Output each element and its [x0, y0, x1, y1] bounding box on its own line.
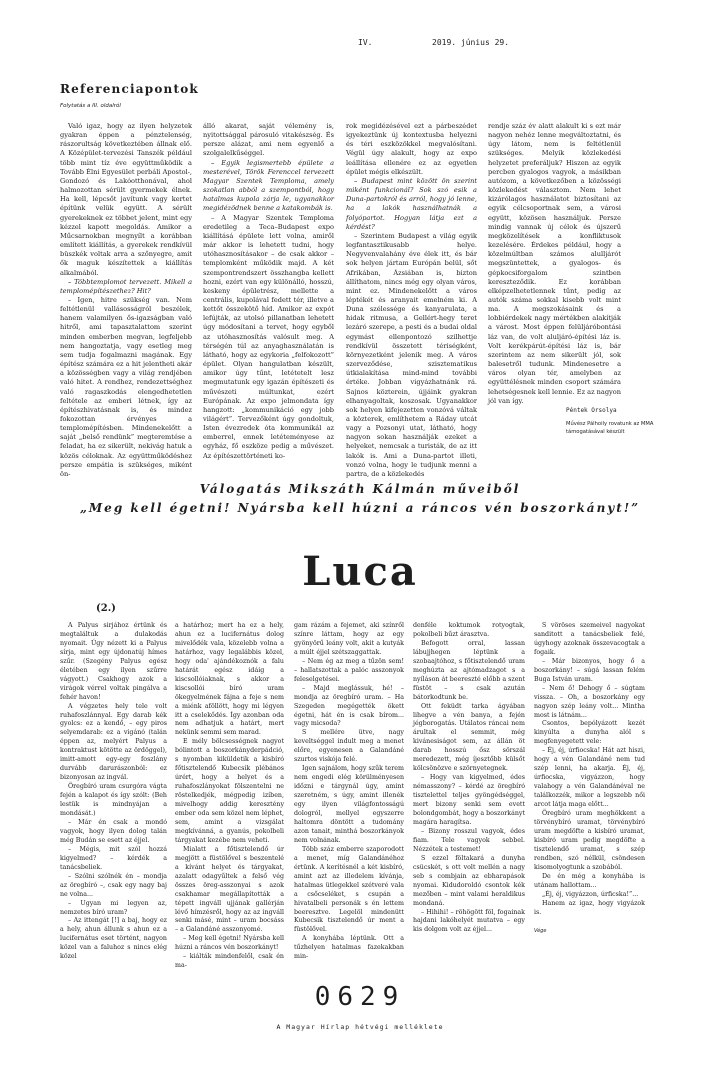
- story-paragraph: A Palyus sirjához értünk és megtaláltuk a dulakodás nyomait. Úgy nézett ki a Palyus sírja, mint egy újdonatúj hímes szűr. (Szegény Palyus egész életében egy ilyen szűrre vágyott.) Csakhogy azok a virágok vérrel voltak pingálva a fehér havon!: [60, 622, 167, 701]
- issue-date: 2019. június 29.: [432, 38, 510, 47]
- story-paragraph: A végzetes hely tele volt ruhafoszlánnyal. Egy darab kék gyolcs: ez a kendő, – egy piros selyemdarab: ez a vigánó (talán éppen az, melyért Palyus a kontraktust kötötte az ördöggel), imitt-amott egy-egy foszlány durvább darurászonból: ez bizonyosan az ingvál.: [60, 702, 167, 782]
- issue-number: 0629: [314, 982, 406, 1012]
- supplement-name: A Magyar Hírlap hétvégi melléklete: [276, 1023, 444, 1031]
- article-paragraph: – A Magyar Szentek Temploma eredetileg a Teca–Budapest expo kiállításá épülete lett volna, amiről már akkor is lehetett tudni, hogy utóhasznosításakor – de csak akkor – templomként működik majd. A két szempontrendszert összhangba kellett hozni, ezért van egy különálló, hosszú, keskeny épületrész, mellette a centrális, kupolával fedett tér, illetve a kettőt összekötő híd. Amikor az expót lefújták, az utolsó pillanatban lehetett úgy módosítani a tervet, hogy egyből az utóhasznosítás valósult meg. A térségén túl az anyaghasználatán is látható, hogy az egykoria „felfokozott” épület. Olyan hangulatban készült, amikor úgy tűnt, letétetelt lesz megmutatunk egy igazán építészeti és művészeti múltunkat, ezért Európának. Az expo jelmondata így hangzott: „kommunikáció egy jobb világért”. Tervezőként úgy gondoltuk, Isten évezredek óta kommunikál az emberrel, ennek letéteményese az egyház, fő eszköze pedig a művészet. Az építészettörténeti ko-: [203, 213, 334, 460]
- story-paragraph: denféle koktumok rotyogtak, pokolbeli bűzt árasztva.: [413, 622, 525, 638]
- story-paragraph: Hanem az igaz, hogy vigyázok is.: [534, 899, 645, 916]
- story-end-mark: Vége: [534, 928, 547, 935]
- story-paragraph: Csontos, bepólyázott kezét kinyúlta a dunyha alól s megfenyegetett vele:: [534, 720, 645, 746]
- article-author: Péntek Orsolya: [566, 407, 617, 414]
- interview-question: – Budapest mint között ön szerint miként funkcionál? Sok szó esik a Duna-partokról és arról, hogy jó lenne, ha a lakók használhatnák a folyópartot. Hogyan látja ezt a kérdést?: [346, 176, 477, 231]
- story-paragraph: – Hogy van kigyelmed, édes némasszony? – kérdé az öregbíró tisztelettel teljes gyöngédséggel, mert bizony senki sem evett bolondgombát, hogy a boszorkányt magára haragítsa.: [413, 774, 525, 826]
- interview-question: – Egyik legismertebb épülete a mesterével, Török Ferenccel tervezett Magyar Szentek Temploma, amely szokatlan abból a szempontból, hogy hatalmas kupola zárja le, ugyanakkor megidézödnek benne a katakombák is.: [203, 158, 334, 213]
- interview-question: – Többtemplomot tervezett. Mikell a templomépítészethez? Hit?: [60, 277, 192, 295]
- article-column-3: [346, 122, 477, 484]
- story-paragraph: Több száz emberre szaporodott a menet, míg Galandánéhoz értünk. A kerítésnél a két kisbíró, amint azt az illedelem kívánja, hatalmas ütlegekkel szétveré vala a csőcseléket, s csupán a hivatalbeli personák s én lettem beeresztve. Legelöl mindenütt Kubecsik tisztelendő úr ment a füstölővel.: [294, 845, 404, 934]
- story-paragraph: a határhoz; mert ha ez a hely, ahun ez a lucifernátus dolog mivelődék vala, közelebb volna a határhoz, vagy legalábbis közel, hogy oda' ajándékoznók a falu határát egész idáig a kiscsollóiaknak, s akkor a kiscsollói bíró uram ökegyelmének fájna a feje s nem a miénk aföllött, hogy mi légyen itt a cselekődés. Így azonban oda nem adhatjuk a határt, mert nekünk semmi sem marad.: [175, 622, 284, 737]
- story-paragraph: – Hihihi! – röhögött föl, fogainak hajdani lakóhelyét mutatva – egy kis dolgom volt az éjjel...: [413, 908, 525, 934]
- story-paragraph: Befogott orral, lassan lábujjhegen léptünk a szobaajtóhoz, s főtisztelendő uram meghúzta az ajtómadzagot s a nyíláson át beereszté előbb a szent füstöt – s csak azután bátorkodtunk be.: [413, 639, 526, 701]
- story-column-1: [60, 622, 167, 961]
- story-paragraph: – Nem ő! Dehogy ő – súgtam vissza. – Oh, a boszorkány egy nagyon szép leány volt... Mintha most is látnám...: [534, 684, 645, 719]
- article-credit: Művész Pálhoily rovatunk az MMA támogatásával készült: [566, 421, 654, 435]
- page-number: IV.: [358, 38, 373, 47]
- story-paragraph: E mély bölcsességnek nagyot bólintott a boszorkányderpádció, s nyomban kiküldetik a kisbíró főtisztelendő Kubecsik plébános úrért, hogy a helyet és a ruhafoszlányokat fölszentelni ne röstelkedjék, mégpedig izíben, mivelhogy addig keresztény ember oda sem közel nem léphet, sem, amint a vizsgálat megkívánná, a gyanús, pokolbeli tárgyakat kezébe nem veheti.: [175, 738, 284, 844]
- article-column-4: [488, 122, 621, 405]
- article-column-1: [60, 122, 192, 484]
- story-paragraph: – Szólni szólnék én – mondja az öregbíró –, csak egy nagy baj ne volna...: [60, 872, 167, 898]
- story-part-number: (2.): [96, 603, 116, 614]
- story-paragraph: – Bizony rosszul vagyok, édes fiam. Tele vagyok sebbel. Nézzétek a testemet!: [413, 827, 525, 853]
- story-paragraph: Igen sajnálom, hogy szűk terem nem engedi elég körülményesen időzni e tárgynál úgy, amint szeretném, s úgy, amint illenék egy ilyen világfontosságú dologról, mellyel egyszerre haltomra döntött a tudomány azon tanait, minthá boszorkányok nem volnának.: [294, 765, 404, 844]
- story-column-4: [413, 622, 526, 934]
- story-paragraph: Öregbíró uram meghökkent a törvénybíró uramat, törvénybíró uram megdöfte a kisbíró uramat, kisbíró uram pedig megdöfte a tisztelendő uramat, s szép rendben, szó nélkül, csöndesen kisomolyogtunk a szobából.: [534, 810, 645, 871]
- story-column-2: [175, 622, 284, 970]
- story-paragraph: – Majd meglássuk, hé! – mondja az öregbíró uram. – Ha Szegeden megégették ökett égetni, hát én is csak bírom... vagy micsoda?: [294, 684, 404, 728]
- story-paragraph: Öregbíró uram csurgóra vágta fején a kalapot és így szólt: (Beh lestük is mindnyájan a mondását.): [60, 783, 167, 818]
- story-paragraph: „Éj, éj, vigyázzon, úrficska!”...: [542, 890, 639, 898]
- story-paragraph: A konyhába léptünk. Ott a tűzhelyen hatalmas fazekakban min-: [294, 935, 404, 961]
- story-paragraph: Mialatt a főtisztelendő úr megjött a füstölővel s beszentelé a kívánt helyet és tárgyakat, azalatt odagyűltek a felső vég összes öreg-asszonyai s azok csakhamar megállapították a tépett ingváll ujjának gallérján lévő hímzésről, hogy az az ingváll senki másé, mint – uram bocsáss – a Galandáné asszonyomé.: [175, 845, 284, 934]
- story-paragraph: Ott feküdt tarka ágyában lihegve a vén banya, a fején jégborogatás. Utálatos ráncai nem árultak el semmit, még kivánesiságot sem, az állán öt darab hosszú ősz sörszál meredezett, még íjesztőbb külsőt kölcsönözve e szörnyetegnek.: [413, 702, 525, 773]
- article-paragraph: – Igen, hitre szükség van. Nem feltétlenül vallásosságról beszélek, hanem valamilyen ős-igazságban való hitről, ami tapasztalattom szerint minden emberben megvan, legfeljebb nem hangoztatja, vagy esetleg meg sem tudja fogalmazni magának. Egy építész számára ez a hit jelentheti akár a közösségben vagy a világ rendjében való hitet. A rendhez, rendezettséghez való ragaszkodás elengedhetetlen feltétele az emberi létnek, így az építészhivatásnak is, és mindez fokozottan érvényes a templomépítésben. Mindenekelőtt a saját „belső rendünk” megteremtése a feladat, ha ez sikerült, nekivág hatuk a közös céloknak. Az együttműködéshez persze empátia is szükséges, miként ön-: [60, 295, 192, 478]
- article-title: Referenciapontok: [60, 82, 199, 96]
- story-paragraph: – Már bizonyos, hogy ő a boszorkány! – súgá lassan felém Buga István uram.: [534, 657, 645, 683]
- article-paragraph: rok megidézésével ezt a párbeszédet igyekeztünk új kontextusba helyezni és téri eszközökkel megvalósítani. Végül úgy alakult, hogy az expo leállítása ellenére ez az egyetlen épület mégis elkészült.: [346, 122, 477, 176]
- series-heading: Válogatás Mikszáth Kálmán műveiből: [199, 482, 521, 496]
- story-title: Luca: [302, 548, 418, 595]
- article-paragraph: álló akarat, saját vélemény is, nyitottsággal párosuló vitakészség. És persze alázat, ami nem egyenlő a szolgalelkűséggel.: [203, 122, 334, 158]
- story-paragraph: S vöröses szemeivel nagyokat sanditott a tanácsbeliek felé, úgyhogy azoknak összevacogtak a fogaik.: [534, 622, 645, 656]
- story-paragraph: – Mégis, mit szól hozzá kigyelmed? – kérdék a tanácsbeliek.: [60, 845, 167, 871]
- story-paragraph: – Ugyan mi legyen az, nemzetes bíró uram?: [60, 899, 167, 916]
- article-paragraph: Való igaz, hogy az ilyen helyzetek gyakran éppen a pénztelenség, rászorultság következtében állnak elő. A Középület-tervezési Tanszék például több mint tíz éve együttműködik a Tovább Élni Egyesület perbáli Apostol-, Gondozó és Lakóotthonával, ahol halmozottan sérült gyermekek élnek. Ha kell, lépcsőt javítunk vagy kertet építünk velük együtt. A sérült gyerekeknek ez többet jelent, mint egy kézzel kapott megoldás. Amikor a Műcsarnokban megnyílt a korábban említett kiállítás, a gyerekek rendkívül büszkék voltak arra a szőnyegre, amit ők maguk készítettek a kiállítás alkalmából.: [60, 122, 192, 277]
- story-column-3: [294, 622, 404, 961]
- story-paragraph: gam rázám a fejemet, aki színről színre láttam, hogy az egy gyönyörű leány volt, akit a kutyák a múlt éjjel szétszaggattak.: [294, 622, 404, 656]
- story-paragraph: S mellére ütve, nagy keveltséggel indult meg a menet előre, egyenesen a Galandáné szurtos viskója felé.: [294, 729, 404, 764]
- story-paragraph: – Éj, éj, úrfiocska! Hát azt hiszi, hogy a vén Galandáné nem tud szép lenni, ha akarja. Éj, éj, úrfiocska, vigyázzon, hogy valahogy a vén Galandánéval ne találkozzék, mikor a legszebb női arcot látja maga előtt...: [534, 747, 645, 809]
- article-column-2: [203, 122, 334, 484]
- story-column-5: [534, 622, 645, 935]
- story-paragraph: – Már én csak a mondó vagyok, hogy ilyen dolog talán még Budán se esett az éjjel.: [60, 818, 167, 844]
- story-paragraph: – Az ittengát [!] a baj, hogy ez a hely, ahun állunk s ahun ez a lucifernátus eset történt, nagyon közel van a faluhoz s nincs elég közel: [60, 917, 167, 961]
- story-paragraph: – kiálták mindenfelől, csak én ma-: [175, 953, 284, 970]
- story-quote: „Meg kell égetni! Nyársba kell húzni a ráncos vén boszorkányt!”: [80, 501, 640, 515]
- story-paragraph: S ezzel föltakará a dunyha csücskét, s ott volt mellén a nagy seb s combjain az ebharapások nyomai. Kidudoroldó csontok kék mezőben – mint valami heraldikus mondaná.: [413, 854, 525, 907]
- story-paragraph: De én még a konyhába is utánam hallottam...: [534, 872, 645, 889]
- story-paragraph: – Nem ég az meg a tűzön sem! – hallatszottak a palóc asszonyok feleselgetései.: [294, 657, 404, 683]
- article-paragraph: rendje száz év alatt alakult ki s ezt már nagyon nehéz lenne megváltoztatni, és úgy látom, nem is feltétlenül szükséges. Melyik közlekedési helyzetet preferáljuk? Hiszen az egyik percben gyalogos vagyok, a másikban autózom, a következőben a közösségi közlekedést választom. Nem lehet kizárólagos használatot biztosítani az egyik célcsoportnak sem, a városi együtt, közösen használjuk. Persze mindig vannak új célok és újszerű megközelítések a konfliktusok kezelésére. Érdekes például, hogy a közelmúltban számos alulljárót megszüntettek, a gyalogos- és gépkocsiforgalom szintben kereszteződik. Ez korábban elképzelhetetlennek tűnt, pedig az autók száma sokkal kisebb volt mint ma. A megszokásaink és a lobbiérdekek nagy mértékben alakítják a várost. Most éppen felüljáróbontási láz van, de volt aluljáró-építési láz is. Volt kerékpárút-építési láz is, bár szerintem az nem sikerült jól, sok balesetről tudunk. Mindenesetre a város olyan tér, amelyben az együttélésnek minden csoport számára lehetségesnek kell lennie. Ez az nagyon jól van így.: [488, 122, 621, 405]
- article-paragraph: – Szerintem Budapest a világ egyik legfantasztikusabb helye. Negyvenvalahány éve élek itt, és bár sok helyen jártam Európán belül, sőt Afrikában, Ázsiában is, bizton állíthatom, nincs még egy olyan város, mint ez. Mindenekelőtt a város léptékét és aranyait emelném ki. A Duna szélessége és kanyarulata, a hidak ritmusa, a Gellért-hegy teret lezáró szerepe, a pesti és a budai oldal egymást ellenpontozó szilhettje rendkívül összetett tériségként, környezetként jelenik meg. A város szerveződése, szisztematikus útkialakítása mind-mind további értéke. Jobban vigyázhatnánk rá. Sajnos közterein, újjáink gyakran elhanyagoltak, koszosak. Ugyanakkor sok helyen kifejezetten vonzóvá váltak a közterek, említhetem a Ráday utcát vagy a Pozsonyi utat, látható, hogy nagyon sokan használják ezeket a helyeket, nemcsak a turisták, de az itt lakók is. Ami a Duna-partot illeti, vonzó volna, hogy le tudjunk menni a partra, de a közlekedés: [346, 231, 477, 478]
- story-paragraph: – Meg kell égetni! Nyársba kell húzni a ráncos vén boszorkányt!: [175, 935, 284, 952]
- article-continuation-note: Folytatás a III. oldalról: [60, 103, 121, 109]
